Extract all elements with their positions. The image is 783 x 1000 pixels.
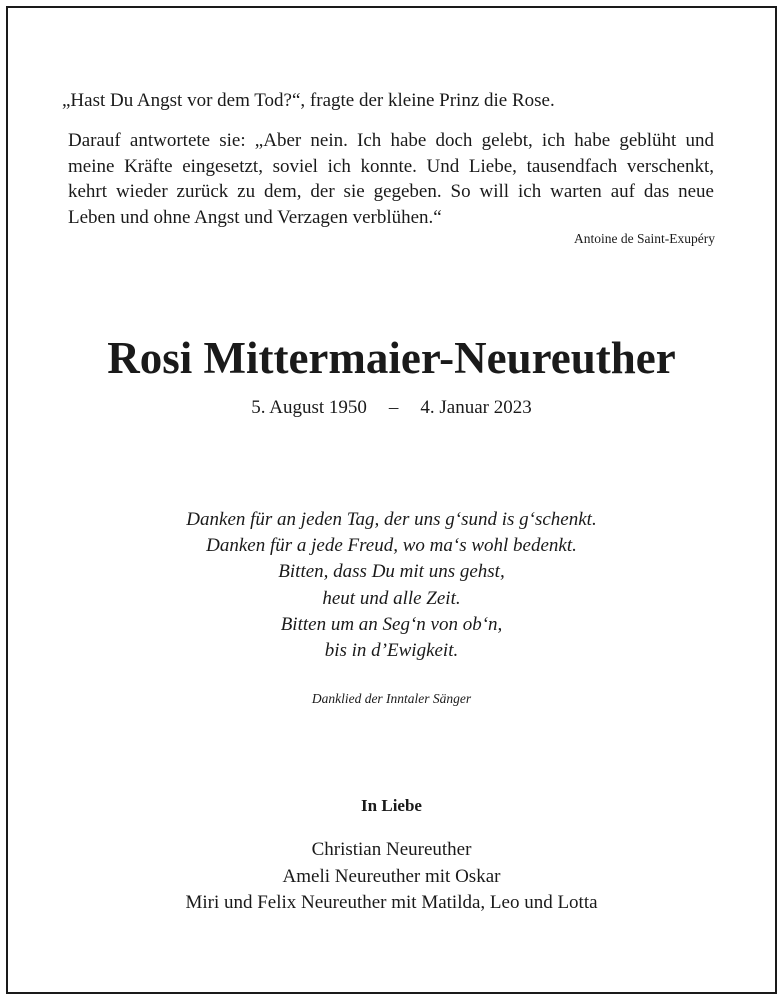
poem-line: heut und alle Zeit. [322, 587, 461, 609]
mourners-list [0, 837, 783, 917]
poem-line: Danken für an jeden Tag, der uns g‘sund is g‘schenkt. [186, 509, 597, 530]
mourners-heading: In Liebe [361, 796, 422, 815]
life-dates [0, 396, 783, 420]
quote-author: Antoine de Saint-Exupéry [574, 231, 715, 246]
mourner-line: Ameli Neureuther mit Oskar [282, 865, 501, 887]
poem [0, 507, 783, 664]
quote-body-line: Darauf antwortete sie: „Aber nein. Ich habe doch gelebt, ich habe geblüht und [68, 130, 714, 151]
poem-line: Danken für a jede Freud, wo ma‘s wohl bedenkt. [206, 535, 577, 557]
quote-body-line: meine Kräfte eingesetzt, soviel ich konnte. Und Liebe, tausendfach verschenkt, [68, 155, 714, 177]
poem-line: Bitten um an Seg‘n von ob‘n, [280, 613, 503, 635]
mourner-line: Miri und Felix Neureuther mit Matilda, Leo und Lotta [185, 892, 598, 913]
deceased-name: Rosi Mittermaier-Neureuther [107, 333, 676, 383]
quote-first-line: „Hast Du Angst vor dem Tod?“, fragte der kleine Prinz die Rose. [62, 90, 555, 111]
poem-source: Danklied der Inntaler Sänger [311, 691, 472, 706]
birth-date: 5. August 1950 [251, 397, 367, 418]
quote-body-line: kehrt wieder zurück zu dem, der sie gegeben. So will ich warten auf das neue [68, 181, 714, 202]
quote-body [68, 128, 714, 230]
poem-line: bis in d’Ewigkeit. [324, 640, 459, 662]
death-date: 4. Januar 2023 [420, 397, 532, 418]
mourner-line: Christian Neureuther [311, 839, 472, 860]
quote-body-line: Leben und ohne Angst und Verzagen verblühen.“ [68, 206, 442, 228]
date-separator: – [388, 397, 399, 418]
poem-line: Bitten, dass Du mit uns gehst, [278, 561, 505, 583]
